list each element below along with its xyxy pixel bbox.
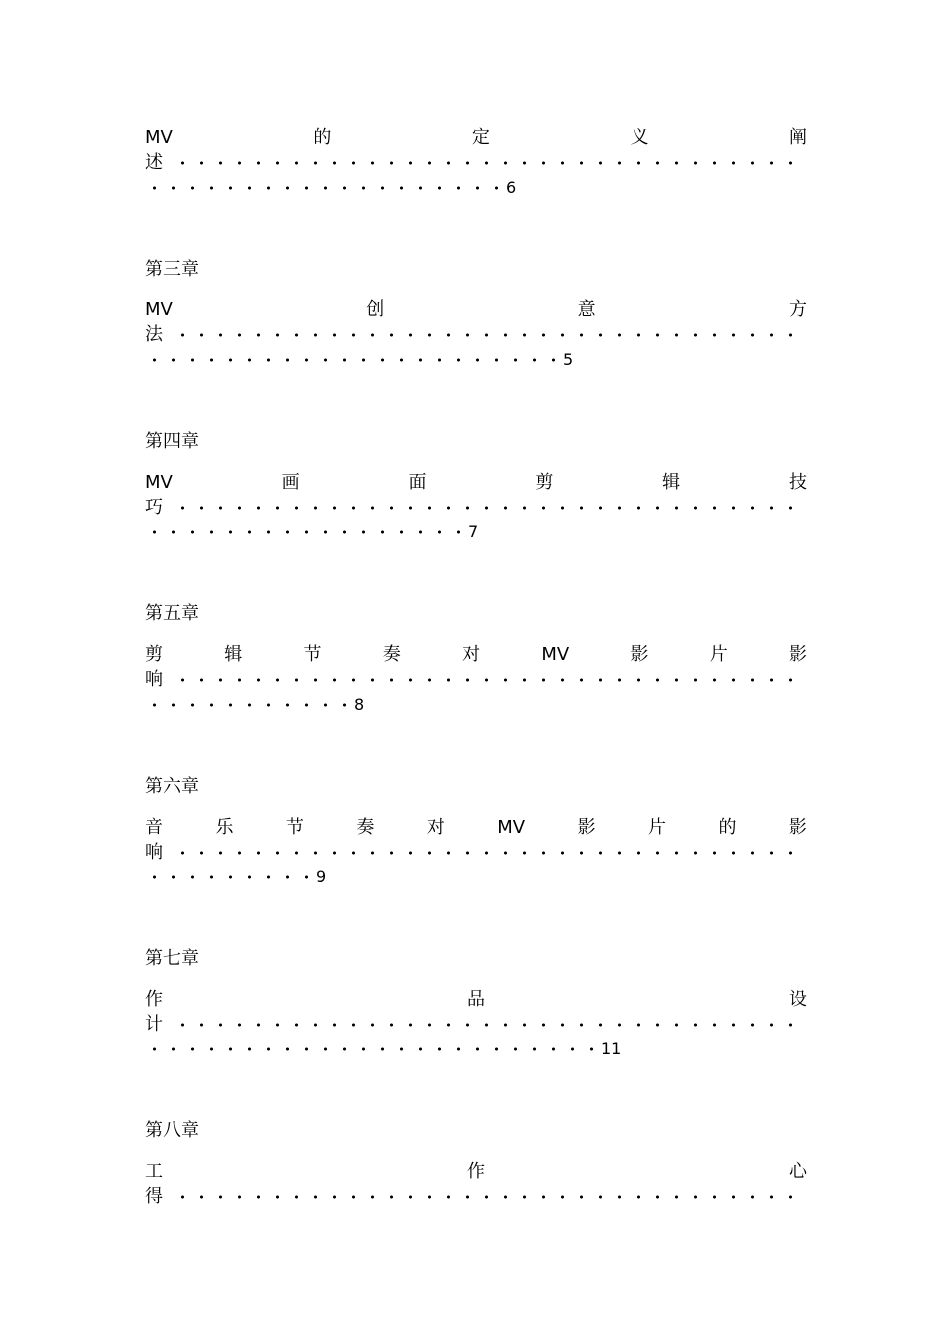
title-char: 辑 (224, 644, 243, 665)
dot-leader (145, 176, 506, 200)
chapter-heading: 第七章 (145, 948, 199, 969)
title-char: 乐 (215, 817, 234, 838)
title-char: 奏 (356, 817, 375, 838)
page-number: 8 (354, 695, 365, 714)
title-char: 影 (788, 644, 807, 665)
title-char: 辑 (662, 472, 681, 493)
title-char: 设 (789, 989, 807, 1010)
title-char: 义 (630, 127, 649, 148)
title-char: 阐 (788, 127, 807, 148)
title-char: 剪 (535, 472, 554, 493)
title-char: 片 (648, 817, 667, 838)
toc-leader-tail (145, 1037, 621, 1061)
title-last-char: 响 (145, 669, 163, 690)
toc-entry-title[interactable] (145, 126, 807, 150)
title-char: 心 (789, 1161, 807, 1182)
title-last-char: 述 (145, 152, 163, 173)
page-number: 5 (563, 350, 574, 369)
toc-leader-line (145, 1185, 807, 1209)
title-char: 影 (630, 644, 649, 665)
title-char: 片 (709, 644, 728, 665)
title-char: 画 (281, 472, 300, 493)
chapter-heading: 第五章 (145, 603, 199, 624)
title-char: MV (145, 127, 173, 148)
title-char: 影 (577, 817, 596, 838)
chapter-heading: 第三章 (145, 259, 199, 280)
toc-leader-tail (145, 176, 516, 200)
dot-leader (173, 841, 807, 865)
title-char: 品 (467, 989, 485, 1010)
title-char: MV (145, 299, 173, 320)
title-char: 节 (303, 644, 322, 665)
title-last-char: 得 (145, 1186, 163, 1207)
title-char: 奏 (382, 644, 401, 665)
title-char: 的 (718, 817, 737, 838)
title-char: 剪 (145, 644, 163, 665)
toc-leader-line (145, 668, 807, 692)
dot-leader (173, 496, 807, 520)
title-char: 节 (285, 817, 304, 838)
title-char: 技 (788, 472, 807, 493)
dot-leader (173, 323, 807, 347)
title-char: 作 (145, 989, 163, 1010)
chapter-heading: 第四章 (145, 431, 199, 452)
toc-leader-line (145, 151, 807, 175)
dot-leader (145, 520, 468, 544)
title-last-char: 巧 (145, 497, 163, 518)
title-char: 面 (408, 472, 427, 493)
title-char: MV (541, 644, 570, 665)
dot-leader (145, 865, 316, 889)
title-char: 的 (313, 127, 332, 148)
page-number: 11 (601, 1039, 622, 1058)
page-number: 6 (506, 178, 517, 197)
toc-entry-title[interactable] (145, 643, 807, 667)
page-number: 7 (468, 522, 479, 541)
title-char: MV (145, 472, 173, 493)
dot-leader (173, 151, 807, 175)
dot-leader (173, 668, 807, 692)
toc-leader-tail (145, 693, 364, 717)
title-last-char: 响 (145, 842, 163, 863)
title-char: 音 (145, 817, 163, 838)
toc-leader-tail (145, 348, 573, 372)
title-char: 方 (788, 299, 807, 320)
dot-leader (145, 1037, 601, 1061)
title-last-char: 法 (145, 324, 163, 345)
toc-leader-tail (145, 520, 478, 544)
title-char: 意 (577, 299, 596, 320)
title-char: 定 (471, 127, 490, 148)
toc-leader-line (145, 323, 807, 347)
dot-leader (145, 348, 563, 372)
toc-leader-line (145, 841, 807, 865)
chapter-heading: 第六章 (145, 776, 199, 797)
title-char: 作 (467, 1161, 485, 1182)
dot-leader (173, 1013, 807, 1037)
dot-leader (173, 1185, 807, 1209)
title-char: 对 (462, 644, 481, 665)
toc-entry-title[interactable] (145, 298, 807, 322)
page-number: 9 (316, 867, 327, 886)
title-char: 对 (426, 817, 445, 838)
title-char: 工 (145, 1161, 163, 1182)
chapter-heading: 第八章 (145, 1120, 199, 1141)
toc-leader-line (145, 1013, 807, 1037)
title-char: 影 (788, 817, 807, 838)
title-char: MV (497, 817, 526, 838)
toc-entry-title[interactable] (145, 816, 807, 840)
toc-entry-title[interactable] (145, 988, 807, 1012)
toc-leader-tail (145, 865, 326, 889)
title-last-char: 计 (145, 1014, 163, 1035)
toc-entry-title[interactable] (145, 471, 807, 495)
toc-leader-line (145, 496, 807, 520)
title-char: 创 (366, 299, 385, 320)
toc-entry-title[interactable] (145, 1160, 807, 1184)
dot-leader (145, 693, 354, 717)
